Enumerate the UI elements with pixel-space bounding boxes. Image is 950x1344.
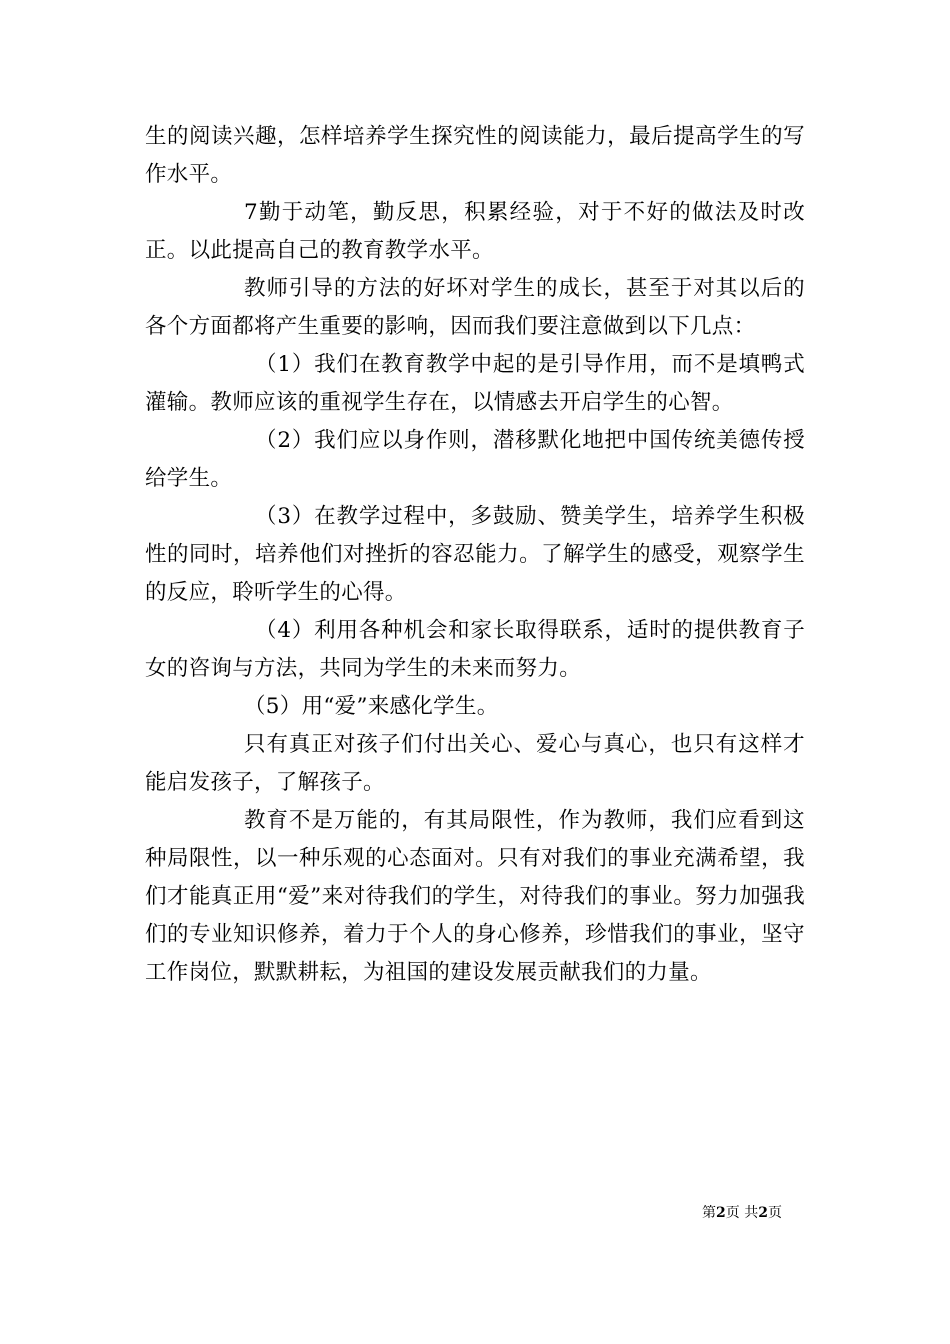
footer-total-pages: 2 xyxy=(758,1205,768,1221)
page-number-footer xyxy=(702,1203,812,1223)
document-body xyxy=(145,118,805,992)
footer-suffix: 页 xyxy=(767,1205,782,1221)
paragraph-point-4: （4）利用各种机会和家长取得联系，适时的提供教育子女的咨询与方法，共同为学生的未来而努力。 xyxy=(145,618,805,681)
footer-prefix: 第 xyxy=(702,1205,716,1221)
paragraph-point-2: （2）我们应以身作则，潜移默化地把中国传统美德传授给学生。 xyxy=(145,428,805,491)
paragraph-point-5: （5）用“爱”来感化学生。 xyxy=(244,694,499,719)
footer-middle: 页 共 xyxy=(725,1205,759,1221)
paragraph-continuation: 生的阅读兴趣，怎样培养学生探究性的阅读能力，最后提高学生的写作水平。 xyxy=(145,124,805,187)
paragraph-conclusion: 教育不是万能的，有其局限性，作为教师，我们应看到这种局限性，以一种乐观的心态面对。只有对我们的事业充满希望，我们才能真正用“爱”来对待我们的学生，对待我们的事业。努力加强我们的专业知识修养，着力于个人的身心修养，珍惜我们的事业，坚守工作岗位，默默耕耘，为祖国的建设发展贡献我们的力量。 xyxy=(145,808,805,985)
paragraph-item-7: 7勤于动笔，勤反思，积累经验，对于不好的做法及时改正。以此提高自己的教育教学水平。 xyxy=(145,200,805,263)
paragraph-guidance-intro: 教师引导的方法的好坏对学生的成长，甚至于对其以后的各个方面都将产生重要的影响，因而我们要注意做到以下几点： xyxy=(145,276,805,339)
paragraph-love: 只有真正对孩子们付出关心、爱心与真心，也只有这样才能启发孩子，了解孩子。 xyxy=(145,732,805,795)
footer-current-page: 2 xyxy=(716,1205,726,1221)
paragraph-point-1: （1）我们在教育教学中起的是引导作用，而不是填鸭式灌输。教师应该的重视学生存在，以情感去开启学生的心智。 xyxy=(145,352,805,415)
paragraph-point-3: （3）在教学过程中，多鼓励、赞美学生，培养学生积极性的同时，培养他们对挫折的容忍能力。了解学生的感受，观察学生的反应，聆听学生的心得。 xyxy=(145,504,805,605)
